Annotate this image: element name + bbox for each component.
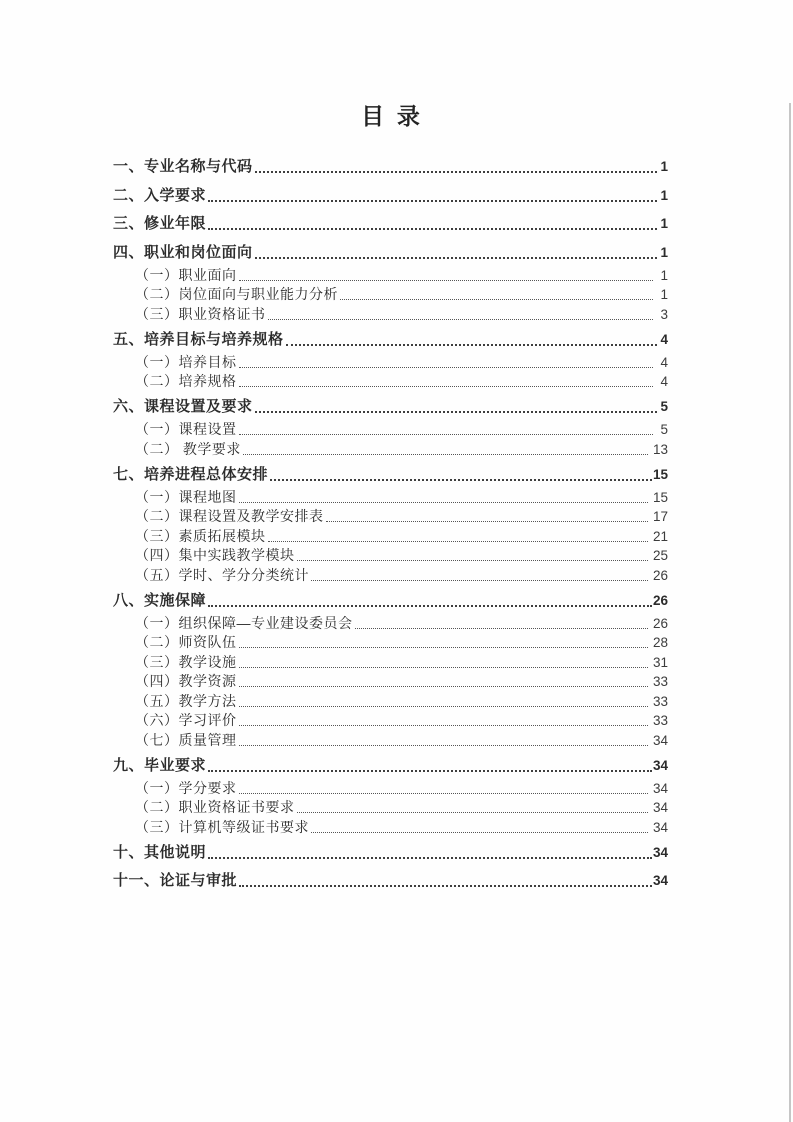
toc-entry-page: 15	[652, 489, 668, 505]
dot-leader	[243, 454, 648, 455]
dot-leader	[239, 686, 648, 687]
toc-entry-page: 34	[652, 819, 668, 835]
toc-entry	[113, 526, 668, 546]
toc-entry-page: 17	[652, 509, 668, 524]
toc-entry	[113, 590, 668, 610]
toc-entry-page: 4	[660, 374, 668, 389]
toc-entry-label: 三、修业年限	[113, 215, 207, 232]
toc-entry-label: （一）学分要求	[135, 779, 237, 796]
toc-entry	[113, 285, 668, 305]
toc-entry	[113, 652, 668, 672]
dot-leader	[239, 647, 648, 648]
toc-entry-label: 四、职业和岗位面向	[113, 243, 253, 261]
toc-entry-label: （一）培养目标	[135, 353, 237, 370]
toc-entry-label: 十一、论证与审批	[113, 872, 238, 889]
toc-entry	[113, 507, 668, 527]
toc-entry	[113, 798, 668, 818]
dot-leader	[208, 857, 652, 859]
dot-leader	[239, 386, 654, 387]
dot-leader	[270, 479, 652, 481]
dot-leader	[239, 667, 648, 668]
toc-entry-label: （一）职业面向	[135, 266, 237, 283]
toc-entry-page: 34	[652, 873, 668, 888]
toc-entry-label: （二）师资队伍	[135, 634, 237, 650]
dot-leader	[239, 280, 654, 281]
toc-entry-label: 九、毕业要求	[113, 756, 207, 774]
toc-entry-label: （五）学时、学分分类统计	[135, 566, 309, 583]
toc-entry-page: 3	[660, 306, 668, 322]
dot-leader	[286, 344, 657, 346]
toc-entry-label: （七）质量管理	[135, 731, 237, 748]
toc-entry-page: 26	[652, 567, 668, 583]
toc-entry-page: 1	[660, 216, 668, 231]
document-page	[0, 103, 793, 1122]
dot-leader	[208, 228, 657, 230]
dot-leader	[239, 725, 648, 726]
dot-leader	[297, 560, 648, 561]
dot-leader	[340, 299, 653, 300]
dot-leader	[239, 793, 648, 794]
toc-entry-label: （一）课程设置	[135, 421, 237, 437]
dot-leader	[255, 411, 657, 413]
toc-entry	[113, 672, 668, 692]
page-title: 目 录	[361, 103, 420, 129]
toc-entry	[113, 157, 668, 177]
toc-entry-page: 1	[660, 187, 668, 203]
dot-leader	[355, 628, 648, 629]
toc-entry	[113, 487, 668, 507]
toc-entry-label: 七、培养进程总体安排	[113, 465, 269, 483]
toc-entry	[113, 691, 668, 711]
toc-entry-page: 33	[652, 693, 668, 709]
dot-leader	[208, 770, 652, 772]
dot-leader	[239, 434, 654, 435]
toc-entry-page: 4	[660, 354, 668, 370]
toc-entry-page: 21	[652, 528, 668, 544]
dot-leader	[239, 745, 648, 746]
toc-entry-page: 4	[660, 331, 668, 347]
toc-entry-page: 5	[660, 399, 668, 414]
toc-entry	[113, 755, 668, 775]
toc-entry	[113, 546, 668, 566]
toc-entry	[113, 439, 668, 459]
toc-entry	[113, 633, 668, 653]
toc-entry	[113, 372, 668, 392]
toc-entry-label: 十、其他说明	[113, 843, 207, 861]
toc-entry-page: 13	[652, 441, 668, 457]
toc-entry-label: 五、培养目标与培养规格	[113, 330, 284, 348]
toc-entry-label: 八、实施保障	[113, 591, 207, 609]
toc-entry-page: 33	[652, 674, 668, 689]
toc-entry-label: （四）教学资源	[135, 673, 237, 689]
toc	[113, 151, 668, 894]
toc-entry-page: 34	[652, 732, 668, 748]
toc-entry	[113, 304, 668, 324]
toc-entry-label: （六）学习评价	[135, 712, 237, 728]
toc-entry-label: （三）计算机等级证书要求	[135, 818, 309, 835]
toc-entry-label: （四）集中实践教学模块	[135, 547, 295, 563]
dot-leader	[268, 319, 654, 320]
dot-leader	[239, 885, 652, 887]
dot-leader	[311, 832, 648, 833]
toc-entry-label: （二）职业资格证书要求	[135, 799, 295, 815]
toc-entry-page: 28	[652, 635, 668, 650]
toc-entry-page: 1	[660, 287, 668, 302]
toc-entry-page: 34	[652, 800, 668, 815]
toc-entry	[113, 817, 668, 837]
toc-entry	[113, 778, 668, 798]
dot-leader	[239, 706, 648, 707]
dot-leader	[239, 502, 648, 503]
toc-entry	[113, 420, 668, 440]
toc-entry-label: 二、入学要求	[113, 186, 207, 204]
toc-entry-page: 15	[652, 466, 668, 482]
toc-entry	[113, 242, 668, 262]
toc-entry-page: 34	[652, 780, 668, 796]
dot-leader	[255, 257, 657, 259]
toc-entry-label: （一）课程地图	[135, 488, 237, 505]
toc-entry-page: 26	[652, 615, 668, 631]
dot-leader	[311, 580, 648, 581]
toc-entry	[113, 842, 668, 862]
toc-entry-label: （三）职业资格证书	[135, 305, 266, 322]
toc-entry-label: （五）教学方法	[135, 692, 237, 709]
toc-entry	[113, 464, 668, 484]
dot-leader	[326, 521, 648, 522]
toc-entry-page: 31	[652, 654, 668, 670]
toc-entry	[113, 730, 668, 750]
dot-leader	[208, 605, 652, 607]
toc-entry	[113, 871, 668, 891]
toc-entry	[113, 397, 668, 417]
toc-entry	[113, 711, 668, 731]
dot-leader	[208, 200, 657, 202]
toc-entry-label: （二） 教学要求	[135, 440, 241, 457]
toc-entry-label: 一、专业名称与代码	[113, 158, 253, 175]
dot-leader	[255, 171, 657, 173]
toc-entry-label: （三）素质拓展模块	[135, 527, 266, 544]
toc-page-content	[0, 103, 793, 894]
toc-entry	[113, 185, 668, 205]
dot-leader	[239, 367, 654, 368]
scan-edge-line	[789, 103, 791, 1122]
toc-entry	[113, 613, 668, 633]
toc-entry-page: 34	[652, 844, 668, 860]
dot-leader	[268, 541, 648, 542]
toc-entry-label: （二）岗位面向与职业能力分析	[135, 286, 338, 302]
toc-entry-label: （三）教学设施	[135, 653, 237, 670]
toc-entry-page: 1	[660, 267, 668, 283]
toc-entry-label: （二）培养规格	[135, 373, 237, 389]
dot-leader	[297, 812, 648, 813]
toc-entry-label: （一）组织保障—专业建设委员会	[135, 614, 353, 631]
toc-entry-page: 26	[652, 592, 668, 608]
toc-entry-page: 25	[652, 548, 668, 563]
toc-entry-page: 1	[660, 159, 668, 174]
toc-entry-page: 5	[660, 422, 668, 437]
toc-entry	[113, 352, 668, 372]
toc-entry	[113, 565, 668, 585]
toc-entry	[113, 214, 668, 234]
toc-entry-label: （二）课程设置及教学安排表	[135, 508, 324, 524]
toc-entry-page: 1	[660, 244, 668, 260]
toc-entry-label: 六、课程设置及要求	[113, 398, 253, 415]
toc-entry	[113, 265, 668, 285]
toc-entry-page: 33	[652, 713, 668, 728]
toc-entry	[113, 329, 668, 349]
toc-entry-page: 34	[652, 757, 668, 773]
